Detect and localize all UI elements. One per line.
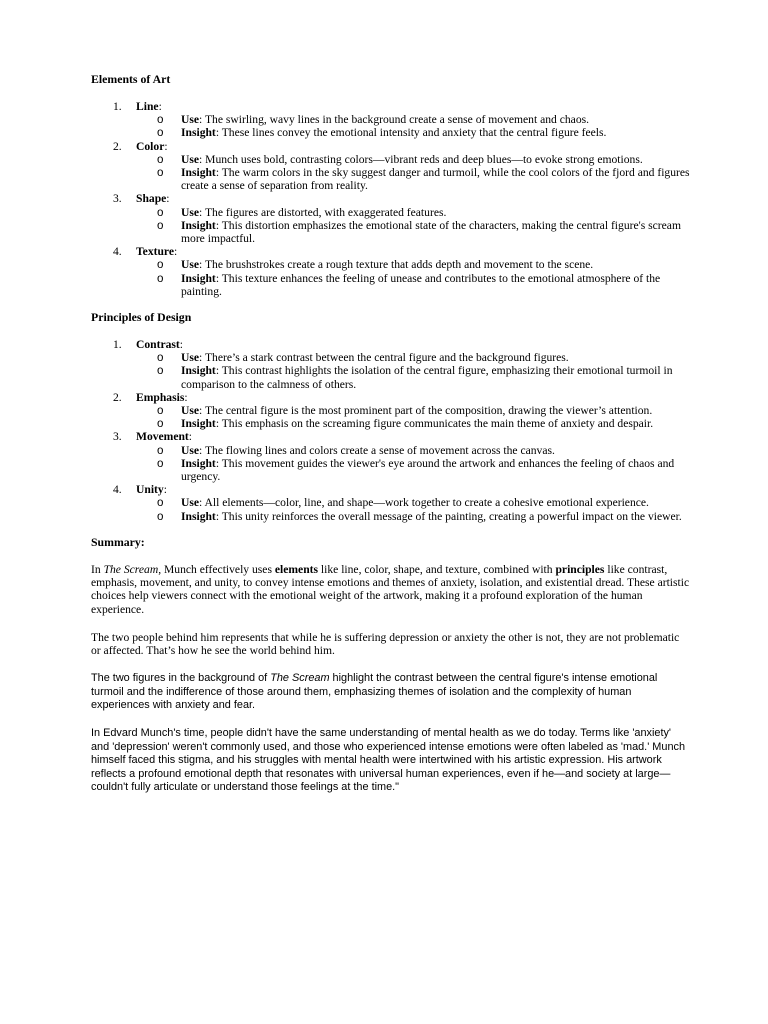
bullet-icon: o (157, 404, 164, 418)
sub-text: : All elements—color, line, and shape—work together to create a cohesive emotional experience. (199, 496, 649, 510)
text: like line, color, shape, and texture, combined with (318, 562, 556, 576)
bold-term: elements (274, 562, 319, 576)
elements-item-line (91, 100, 691, 140)
sub-text: : The flowing lines and colors create a sense of movement across the canvas. (199, 443, 555, 457)
item-number: 1. (113, 338, 122, 352)
bullet-icon: o (157, 113, 164, 127)
text: like contrast, emphasis, movement, and unity, to convey intense emotions and themes of anxiety, isolation, and existential dread. These artistic choices help viewers connect with the emotional weight of the artwork, making it a profound exploration of the human experience. (91, 562, 690, 616)
item-label: Movement (136, 430, 189, 444)
sub-list (136, 496, 691, 522)
sub-item-use (136, 351, 691, 364)
item-label: Line (136, 100, 159, 113)
text: The two figures in the background of (91, 672, 271, 685)
bold-term: principles (555, 562, 605, 576)
sub-text: : These lines convey the emotional intensity and anxiety that the central figure feels. (215, 126, 607, 140)
principles-item-emphasis (91, 391, 691, 431)
colon: : (163, 483, 167, 497)
sub-item-insight (136, 510, 691, 523)
principles-item-contrast (91, 338, 691, 391)
colon: : (164, 139, 168, 153)
sub-text: : The warm colors in the sky suggest danger and turmoil, while the cool colors of the fjord and figures create a sense of separation from reality. (181, 166, 690, 193)
text: highlight the contrast between the central figure's intense emotional turmoil and the indifference of those around them, emphasizing themes of isolation and the complexity of human experiences with anxiety and fear. (91, 672, 658, 711)
sub-item-use (136, 444, 691, 457)
item-label: Texture (136, 245, 175, 259)
sub-text: : This distortion emphasizes the emotional state of the characters, making the central figure's scream more impactful. (181, 218, 681, 246)
sub-text: : The figures are distorted, with exaggerated features. (199, 205, 447, 219)
sub-text: : The central figure is the most prominent part of the composition, drawing the viewer’s attention. (199, 404, 653, 418)
sub-text: : The brushstrokes create a rough texture that adds depth and movement to the scene. (199, 258, 594, 272)
colon: : (174, 245, 178, 259)
sub-item-use (136, 258, 691, 271)
artwork-title: The Scream (103, 562, 159, 576)
sub-item-insight (136, 457, 691, 483)
sub-label: Insight (181, 218, 216, 232)
sub-label: Use (181, 351, 200, 365)
sub-text: : This texture enhances the feeling of unease and contributes to the emotional atmosphere of the painting. (181, 271, 661, 298)
principles-item-unity (91, 483, 691, 523)
text: , Munch effectively uses (158, 562, 275, 576)
bullet-icon: o (157, 152, 164, 166)
bullet-icon: o (157, 509, 164, 523)
item-label: Color (136, 139, 165, 153)
colon: : (188, 430, 193, 444)
sub-label: Insight (181, 456, 216, 470)
sub-list (136, 258, 691, 298)
sub-text: : There’s a stark contrast between the central figure and the background figures. (199, 351, 569, 365)
bullet-icon: o (157, 456, 164, 470)
bullet-icon: o (157, 271, 164, 285)
sub-label: Insight (181, 364, 216, 378)
bullet-icon: o (157, 351, 164, 365)
elements-section (91, 72, 691, 298)
summary-section (91, 535, 691, 794)
sub-text: : This movement guides the viewer's eye around the artwork and enhances the feeling of chaos and urgency. (181, 456, 675, 484)
sub-item-insight (136, 364, 691, 390)
elements-heading: Elements of Art (91, 72, 171, 86)
bullet-icon: o (157, 218, 164, 232)
sub-label: Insight (181, 509, 216, 523)
sub-item-use (136, 206, 691, 219)
colon: : (158, 100, 162, 113)
item-number: 4. (113, 483, 122, 497)
sub-item-use (136, 153, 691, 166)
sub-label: Insight (181, 166, 216, 180)
item-label: Emphasis (136, 390, 185, 404)
colon: : (184, 390, 188, 404)
sub-item-insight (136, 166, 691, 192)
sub-text: : This emphasis on the screaming figure communicates the main theme of anxiety and despair. (215, 417, 654, 431)
sub-item-use (136, 496, 691, 509)
sub-list (136, 206, 691, 246)
item-label: Contrast (136, 338, 180, 352)
sub-text: : Munch uses bold, contrasting colors—vibrant reds and deep blues—to evoke strong emotions. (199, 152, 643, 166)
principles-item-movement (91, 430, 691, 483)
item-label: Unity (136, 483, 164, 497)
principles-section (91, 310, 691, 523)
sub-label: Use (181, 258, 200, 272)
sub-label: Use (181, 443, 200, 457)
summary-paragraph-4: In Edvard Munch's time, people didn't have the same understanding of mental health as we do today. Terms like 'anxiety' and 'depression' weren't commonly used, and those who experienced intense emotions were often labeled as 'mad.' Munch himself faced this stigma, and his struggles with mental health were intertwined with his artistic expression. His artwork reflects a profound emotional depth that resonates with universal human experiences, even if he—and society at large—couldn't fully articulate or understand those feelings at the time." (91, 727, 685, 793)
item-number: 1. (113, 100, 122, 113)
item-number: 4. (113, 245, 122, 259)
summary-paragraph-1 (91, 563, 691, 616)
sub-list (136, 444, 691, 484)
sub-label: Use (181, 205, 200, 219)
elements-item-shape (91, 192, 691, 245)
sub-label: Use (181, 113, 200, 127)
sub-label: Use (181, 152, 200, 166)
summary-paragraph-2: The two people behind him represents that while he is suffering depression or anxiety the other is not, they are not problematic or affected. That’s how he see the world behind him. (91, 630, 680, 657)
colon: : (166, 192, 170, 206)
principles-heading: Principles of Design (91, 310, 192, 325)
elements-item-color (91, 140, 691, 193)
bullet-icon: o (157, 443, 164, 457)
sub-label: Insight (181, 126, 216, 140)
summary-heading: Summary: (91, 534, 145, 549)
elements-item-texture (91, 245, 691, 298)
sub-item-use (136, 404, 691, 417)
bullet-icon: o (157, 126, 164, 140)
item-number: 2. (113, 139, 122, 153)
document-page (91, 72, 691, 794)
sub-text: : This contrast highlights the isolation of the central figure, emphasizing their emotional turmoil in comparison to the calmness of others. (181, 364, 673, 391)
item-number: 3. (113, 430, 122, 444)
sub-item-insight (136, 126, 691, 139)
sub-label: Insight (181, 417, 216, 431)
bullet-icon: o (157, 258, 164, 272)
sub-label: Insight (181, 271, 216, 285)
sub-list (136, 351, 691, 391)
bullet-icon: o (157, 166, 164, 180)
sub-list (136, 153, 691, 193)
sub-list (136, 404, 691, 430)
summary-paragraph-3 (91, 672, 691, 712)
bullet-icon: o (157, 496, 164, 510)
sub-label: Use (181, 496, 200, 510)
sub-item-insight (136, 417, 691, 430)
principles-list (91, 338, 691, 523)
sub-item-insight (136, 219, 691, 245)
item-number: 3. (113, 192, 122, 206)
colon: : (179, 338, 184, 352)
sub-label: Use (181, 404, 200, 418)
sub-list (136, 113, 691, 139)
sub-item-use (136, 113, 691, 126)
bullet-icon: o (157, 364, 164, 378)
item-number: 2. (113, 390, 122, 404)
sub-text: : This unity reinforces the overall message of the painting, creating a powerful impact on the viewer. (215, 509, 682, 523)
sub-text: : The swirling, wavy lines in the background create a sense of movement and chaos. (199, 113, 590, 127)
elements-list (91, 100, 691, 298)
sub-item-insight (136, 272, 691, 298)
item-label: Shape (136, 192, 167, 206)
artwork-title: The Scream (270, 672, 330, 685)
bullet-icon: o (157, 417, 164, 431)
text: In (91, 562, 104, 576)
bullet-icon: o (157, 205, 164, 219)
